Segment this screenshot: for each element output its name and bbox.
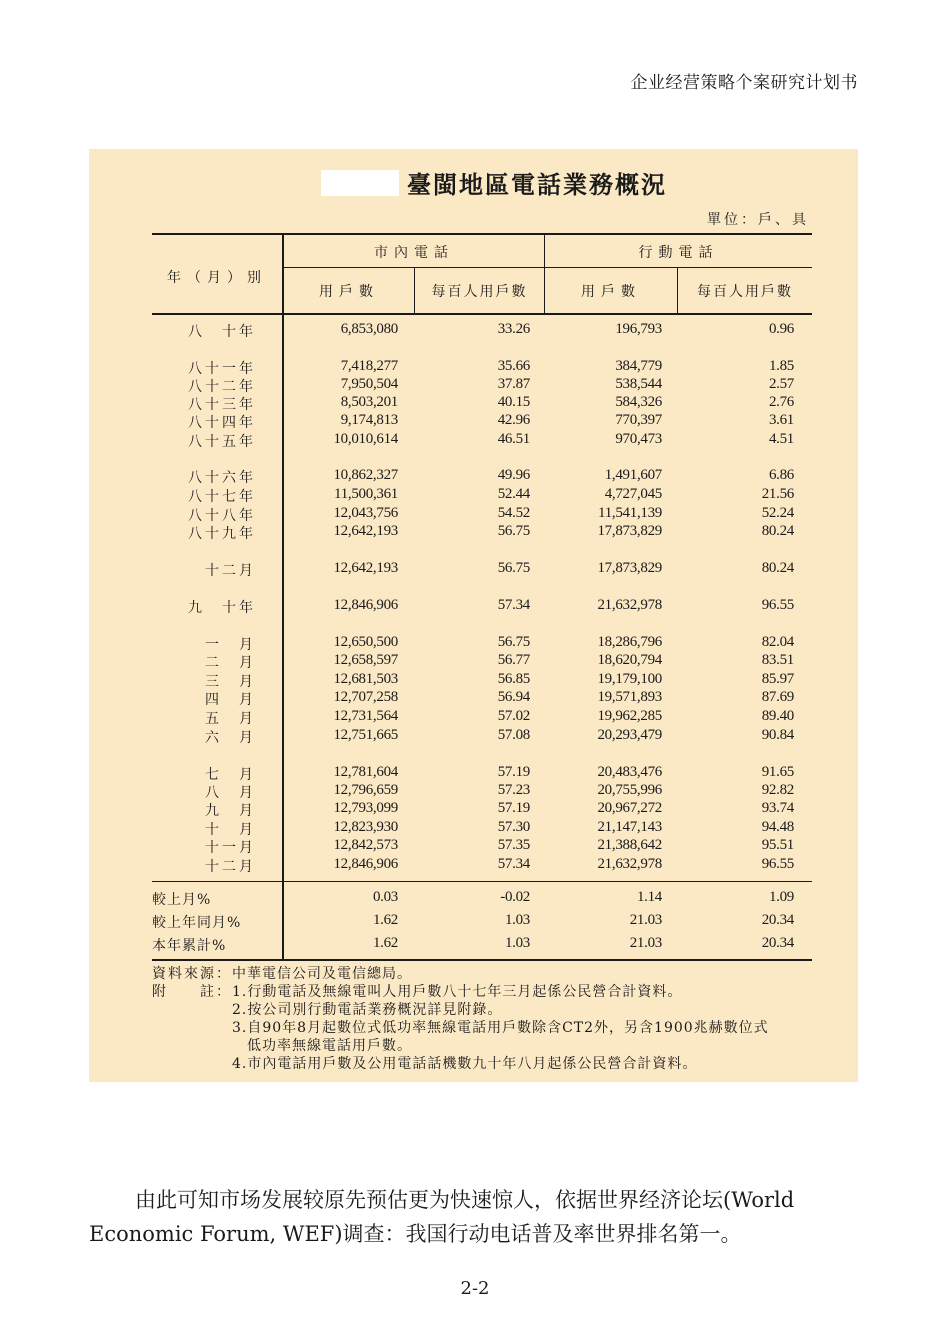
row-label: 八十六年 [188, 470, 256, 486]
cell-mobile-per100: 20.34 [761, 912, 794, 928]
cell-local-users: 0.03 [372, 889, 398, 905]
table-row [152, 431, 812, 449]
summary-row [152, 889, 812, 907]
note-text: 4.市內電話用戶數及公用電話話機數九十年八月起係公民營合計資料。 [232, 1056, 698, 1072]
row-label: 九 月 [205, 803, 256, 819]
cell-local-users: 12,642,193 [333, 560, 398, 576]
note-text: 3.自90年8月起數位式低功率無線電話用戶數除含CT2外，另含1900兆赫數位式 [232, 1020, 769, 1036]
cell-local-users: 12,842,573 [333, 837, 398, 853]
header-local-users: 用戶數 [319, 284, 379, 300]
cell-mobile-users: 538,544 [615, 376, 662, 392]
row-label: 二 月 [205, 655, 256, 671]
cell-mobile-users: 1.14 [636, 889, 662, 905]
row-label: 四 月 [205, 692, 256, 708]
cell-local-users: 7,418,277 [340, 358, 398, 374]
table-row [152, 652, 812, 670]
cell-local-per100: 57.35 [497, 837, 530, 853]
cell-local-users: 9,174,813 [340, 412, 398, 428]
table-row [152, 671, 812, 689]
note-text: 中華電信公司及電信總局。 [232, 966, 412, 982]
cell-mobile-per100: 4.51 [768, 431, 794, 447]
row-label: 十一月 [205, 840, 256, 856]
cell-mobile-per100: 2.76 [768, 394, 794, 410]
table-row [152, 689, 812, 707]
cell-mobile-per100: 6.86 [768, 467, 794, 483]
row-label: 八十八年 [188, 508, 256, 524]
cell-mobile-per100: 89.40 [761, 708, 794, 724]
cell-local-per100: 1.03 [504, 912, 530, 928]
cell-mobile-per100: 3.61 [768, 412, 794, 428]
cell-mobile-users: 21,388,642 [597, 837, 662, 853]
cell-mobile-users: 770,397 [615, 412, 662, 428]
summary-label: 較上月% [152, 892, 212, 908]
header-mobile-per100: 每百人用戶數 [697, 284, 793, 300]
cell-local-per100: 57.19 [497, 800, 530, 816]
cell-local-users: 12,731,564 [333, 708, 398, 724]
row-label: 八十二年 [188, 379, 256, 395]
body-paragraph: 由此可知市场发展较原先预估更为快速惊人，依据世界经济论坛(World Economic Forum, WEF)调查：我国行动电话普及率世界排名第一。 [89, 1188, 795, 1246]
table-row [152, 856, 812, 874]
cell-mobile-users: 18,286,796 [597, 634, 662, 650]
table-row [152, 358, 812, 376]
cell-local-users: 10,010,614 [333, 431, 398, 447]
cell-mobile-users: 19,962,285 [597, 708, 662, 724]
row-label: 九 十年 [188, 600, 256, 616]
cell-local-users: 8,503,201 [340, 394, 398, 410]
summary-label: 較上年同月% [152, 915, 242, 931]
cell-mobile-per100: 87.69 [761, 689, 794, 705]
row-label: 八十一年 [188, 361, 256, 377]
table-row [152, 708, 812, 726]
row-label: 八十三年 [188, 397, 256, 413]
cell-mobile-per100: 93.74 [761, 800, 794, 816]
note-text: 2.按公司別行動電話業務概況詳見附錄。 [232, 1002, 503, 1018]
cell-mobile-per100: 91.65 [761, 764, 794, 780]
cell-mobile-users: 21.03 [629, 935, 662, 951]
cell-mobile-users: 20,483,476 [597, 764, 662, 780]
table-row [152, 486, 812, 504]
summary-row [152, 935, 812, 953]
cell-mobile-users: 196,793 [615, 321, 662, 337]
note-text: 1.行動電話及無線電叫人用戶數八十七年三月起係公民營合計資料。 [232, 984, 683, 1000]
cell-local-users: 12,043,756 [333, 505, 398, 521]
cell-local-per100: 52.44 [497, 486, 530, 502]
cell-local-per100: 57.23 [497, 782, 530, 798]
cell-mobile-users: 20,755,996 [597, 782, 662, 798]
cell-mobile-users: 384,779 [615, 358, 662, 374]
cell-mobile-per100: 80.24 [761, 523, 794, 539]
cell-mobile-users: 21,147,143 [597, 819, 662, 835]
table-row [152, 782, 812, 800]
cell-mobile-users: 21.03 [629, 912, 662, 928]
row-label: 八十五年 [188, 434, 256, 450]
cell-local-per100: 56.75 [497, 634, 530, 650]
note-text: 低功率無線電話用戶數。 [232, 1038, 412, 1054]
cell-mobile-per100: 52.24 [761, 505, 794, 521]
header-mobile-users: 用戶數 [581, 284, 641, 300]
cell-mobile-per100: 2.57 [768, 376, 794, 392]
cell-local-per100: 57.34 [497, 597, 530, 613]
cell-local-users: 11,500,361 [334, 486, 398, 502]
cell-mobile-users: 11,541,139 [598, 505, 662, 521]
cell-local-users: 12,796,659 [333, 782, 398, 798]
cell-mobile-users: 1,491,607 [604, 467, 662, 483]
row-label: 一 月 [205, 637, 256, 653]
cell-mobile-users: 21,632,978 [597, 597, 662, 613]
cell-local-per100: 57.34 [497, 856, 530, 872]
header-mobile-phone: 行動電話 [638, 245, 719, 261]
cell-local-users: 12,707,258 [333, 689, 398, 705]
table-row [152, 597, 812, 615]
page-header-title: 企业经营策略个案研究计划书 [630, 73, 858, 93]
table-title: 臺閩地區電話業務概況 [407, 170, 667, 199]
table-row [152, 412, 812, 430]
table-row [152, 321, 812, 339]
cell-local-users: 6,853,080 [340, 321, 398, 337]
header-period: 年（月）別 [167, 270, 267, 286]
cell-mobile-per100: 1.85 [768, 358, 794, 374]
cell-local-per100: 57.08 [497, 727, 530, 743]
cell-local-users: 7,950,504 [340, 376, 398, 392]
summary-label: 本年累計% [152, 938, 227, 954]
table-row [152, 800, 812, 818]
cell-local-users: 12,681,503 [333, 671, 398, 687]
cell-local-per100: 56.85 [497, 671, 530, 687]
table-row [152, 376, 812, 394]
cell-mobile-per100: 80.24 [761, 560, 794, 576]
cell-mobile-per100: 96.55 [761, 856, 794, 872]
cell-local-per100: 57.02 [497, 708, 530, 724]
cell-local-users: 1.62 [372, 912, 398, 928]
cell-local-per100: 49.96 [497, 467, 530, 483]
table-row [152, 764, 812, 782]
row-label: 六 月 [205, 730, 256, 746]
cell-mobile-users: 4,727,045 [604, 486, 662, 502]
cell-local-users: 12,642,193 [333, 523, 398, 539]
cell-local-users: 12,793,099 [333, 800, 398, 816]
cell-local-per100: -0.02 [500, 889, 530, 905]
cell-mobile-users: 19,179,100 [597, 671, 662, 687]
cell-local-users: 12,846,906 [333, 856, 398, 872]
cell-mobile-per100: 82.04 [761, 634, 794, 650]
table-row [152, 837, 812, 855]
cell-local-users: 12,846,906 [333, 597, 398, 613]
row-label: 八十九年 [188, 526, 256, 542]
row-label: 八 十年 [188, 324, 256, 340]
cell-mobile-per100: 92.82 [761, 782, 794, 798]
header-local-per100: 每百人用戶數 [431, 284, 528, 300]
summary-row [152, 912, 812, 930]
cell-local-per100: 46.51 [497, 431, 530, 447]
table-row [152, 394, 812, 412]
cell-local-per100: 40.15 [497, 394, 530, 410]
table-row [152, 523, 812, 541]
unit-note: 單位：戶、具 [707, 212, 809, 228]
row-label: 七 月 [205, 767, 256, 783]
cell-local-users: 12,823,930 [333, 819, 398, 835]
row-label: 十二月 [205, 859, 256, 875]
cell-local-per100: 54.52 [497, 505, 530, 521]
table-row [152, 505, 812, 523]
cell-mobile-users: 970,473 [615, 431, 662, 447]
cell-mobile-per100: 85.97 [761, 671, 794, 687]
row-label: 十二月 [205, 563, 256, 579]
cell-local-users: 12,781,604 [333, 764, 398, 780]
cell-mobile-per100: 94.48 [761, 819, 794, 835]
cell-local-per100: 56.75 [497, 560, 530, 576]
cell-mobile-users: 21,632,978 [597, 856, 662, 872]
cell-mobile-per100: 96.55 [761, 597, 794, 613]
cell-local-per100: 37.87 [497, 376, 530, 392]
cell-mobile-users: 20,967,272 [597, 800, 662, 816]
cell-local-users: 10,862,327 [333, 467, 398, 483]
cell-local-users: 12,650,500 [333, 634, 398, 650]
cell-mobile-per100: 0.96 [768, 321, 794, 337]
cell-local-per100: 35.66 [497, 358, 530, 374]
cell-mobile-users: 584,326 [615, 394, 662, 410]
row-label: 八十七年 [188, 489, 256, 505]
cell-local-users: 12,751,665 [333, 727, 398, 743]
table-row [152, 634, 812, 652]
cell-local-users: 12,658,597 [333, 652, 398, 668]
header-local-phone: 市內電話 [374, 245, 454, 261]
page-number: 2-2 [460, 1278, 490, 1299]
row-label: 三 月 [205, 674, 256, 690]
table-row [152, 467, 812, 485]
table-row [152, 560, 812, 578]
cell-local-per100: 56.94 [497, 689, 530, 705]
scanned-table-image [89, 149, 858, 1082]
cell-mobile-per100: 20.34 [761, 935, 794, 951]
cell-local-per100: 57.30 [497, 819, 530, 835]
row-label: 八 月 [205, 785, 256, 801]
cell-mobile-users: 19,571,893 [597, 689, 662, 705]
note-key: 附 註： [152, 984, 232, 1000]
cell-mobile-users: 20,293,479 [597, 727, 662, 743]
cell-mobile-per100: 90.84 [761, 727, 794, 743]
note-key: 資料來源： [152, 966, 232, 982]
cell-mobile-users: 18,620,794 [597, 652, 662, 668]
cell-local-per100: 57.19 [497, 764, 530, 780]
cell-mobile-per100: 1.09 [768, 889, 794, 905]
cell-mobile-users: 17,873,829 [597, 560, 662, 576]
table-row [152, 727, 812, 745]
cell-local-per100: 1.03 [504, 935, 530, 951]
cell-local-users: 1.62 [372, 935, 398, 951]
cell-mobile-per100: 95.51 [761, 837, 794, 853]
row-label: 八十四年 [188, 415, 256, 431]
cell-local-per100: 56.75 [497, 523, 530, 539]
cell-mobile-users: 17,873,829 [597, 523, 662, 539]
cell-local-per100: 56.77 [497, 652, 530, 668]
table-row [152, 819, 812, 837]
row-label: 十 月 [205, 822, 256, 838]
cell-mobile-per100: 83.51 [761, 652, 794, 668]
cell-local-per100: 33.26 [497, 321, 530, 337]
data-table [152, 233, 812, 961]
row-label: 五 月 [205, 711, 256, 727]
cell-mobile-per100: 21.56 [761, 486, 794, 502]
cell-local-per100: 42.96 [497, 412, 530, 428]
redaction-box [321, 170, 399, 196]
